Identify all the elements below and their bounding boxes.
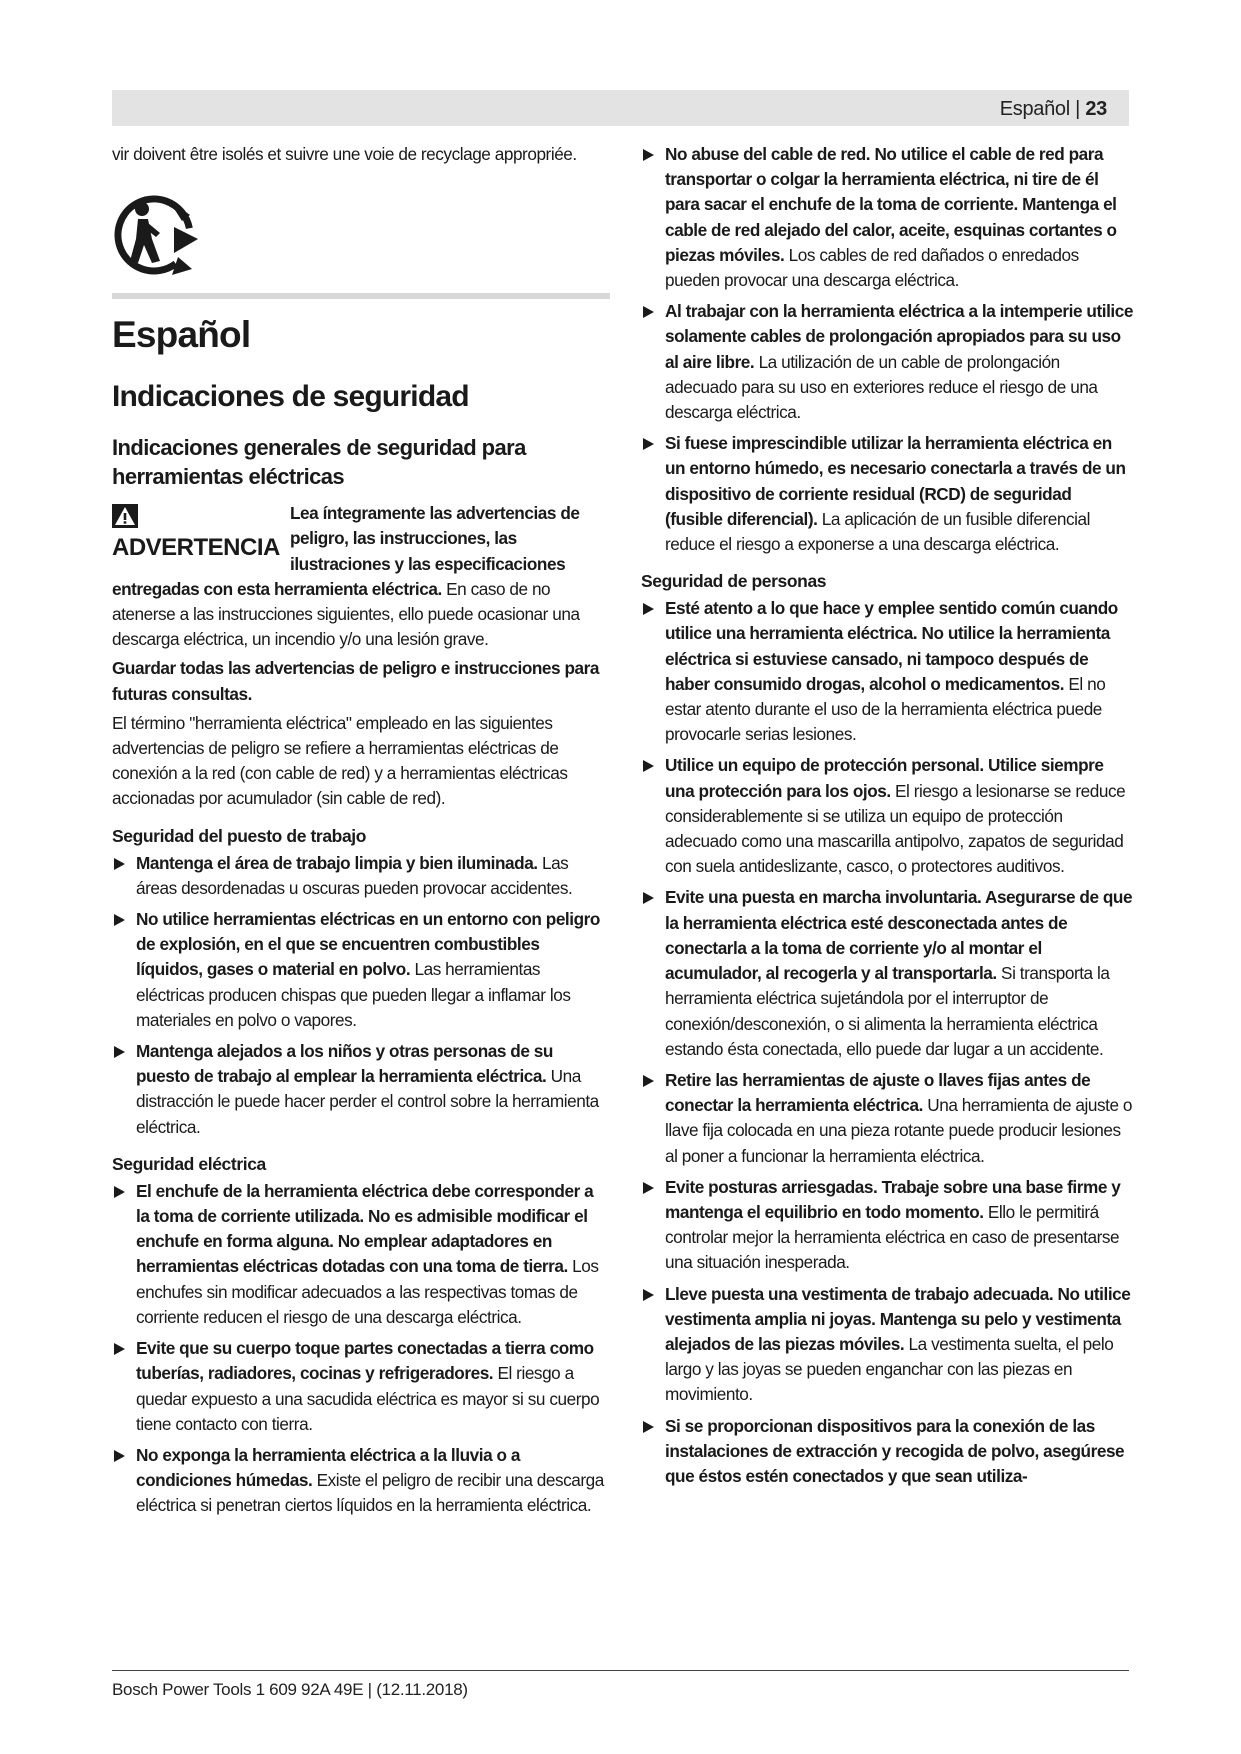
french-tail-paragraph: vir doivent être isolés et suivre une voie de recyclage appropriée.	[112, 144, 577, 164]
item-bold: Esté atento a lo que hace y emplee sentido común cuando utilice una herramienta eléctrica. No utilice la herramienta eléctrica si estuviese cansado, ni tampoco después de haber consumido drogas, alcohol o medicamentos.	[665, 598, 1118, 694]
warning-label	[112, 503, 290, 563]
item-bold: Evite que su cuerpo toque partes conectadas a tierra como tuberías, radiadores, cocinas y refrigeradores.	[136, 1338, 594, 1384]
subsection-heading: Indicaciones generales de seguridad para herramientas eléctricas	[112, 435, 526, 490]
item-text: La aplicación de un fusible diferencial reduce el riesgo a exponerse a una descarga eléctrica.	[665, 508, 1090, 555]
bullet-arrow-icon	[643, 1421, 654, 1433]
bullet-arrow-icon	[643, 438, 654, 450]
list-item	[641, 142, 1133, 293]
bullet-arrow-icon	[643, 603, 654, 615]
item-bold: El enchufe de la herramienta eléctrica debe corresponder a la toma de corriente utilizada. No es admisible modificar el enchufe en forma alguna. No emplear adaptadores en herramientas eléctricas dotadas con una toma de tierra.	[136, 1180, 594, 1277]
bullet-arrow-icon	[643, 1075, 654, 1087]
item-bold: Retire las herramientas de ajuste o llaves fijas antes de conectar la herramienta eléctrica.	[665, 1069, 1091, 1116]
list-item	[641, 1282, 1133, 1408]
list-item	[112, 1443, 610, 1519]
item-text: Los cables de red dañados o enredados pueden provocar una descarga eléctrica.	[665, 244, 1079, 291]
bullet-arrow-icon	[643, 306, 654, 318]
list-item	[112, 1039, 610, 1140]
personal-safety-list	[641, 596, 1133, 1489]
definition-paragraph: El término "herramienta eléctrica" empleado en las siguientes advertencias de peligro se refiere a herramientas eléctricas de conexión a la red (con cable de red) y a herramientas eléctricas accionadas por acumulador (sin cable de red).	[112, 712, 568, 809]
bullet-arrow-icon	[643, 1289, 654, 1301]
bullet-arrow-icon	[643, 1182, 654, 1194]
electrical-safety-list	[112, 1179, 610, 1519]
item-text: Las herramientas eléctricas producen chispas que pueden llegar a inflamar los materiales en polvo o vapores.	[136, 959, 571, 1030]
header-bar	[112, 90, 1129, 126]
heading-electrical-safety: Seguridad eléctrica	[112, 1153, 266, 1174]
bullet-arrow-icon	[114, 1343, 125, 1355]
item-bold: Mantenga el área de trabajo limpia y bien iluminada.	[136, 852, 538, 873]
list-item	[641, 885, 1133, 1061]
item-text: El no estar atento durante el uso de la herramienta eléctrica puede provocarle serias lesiones.	[665, 673, 1106, 745]
item-text: Los enchufes sin modificar adecuados a las respectivas tomas de corriente reducen el riesgo de una descarga eléctrica.	[136, 1256, 599, 1327]
list-item	[112, 851, 610, 901]
list-item	[641, 596, 1133, 747]
item-bold: Si se proporcionan dispositivos para la conexión de las instalaciones de extracción y recogida de polvo, asegúrese que éstos estén conectados y que sean utiliza-	[665, 1415, 1125, 1486]
item-bold: Al trabajar con la herramienta eléctrica a la intemperie utilice solamente cables de prolongación apropiados para su uso al aire libre.	[665, 301, 1133, 372]
item-bold: Evite una puesta en marcha involuntaria. Asegurarse de que la herramienta eléctrica esté desconectada antes de conectarla a la toma de corriente y/o al montar el acumulador, al recogerla y al transportarla.	[665, 887, 1133, 984]
save-notice	[112, 656, 610, 706]
header-separator: |	[1075, 98, 1081, 120]
list-item	[641, 431, 1133, 557]
list-item	[112, 1336, 610, 1437]
item-bold: No abuse del cable de red. No utilice el cable de red para transportar o colgar la herramienta eléctrica, ni tire de él para sacar el enchufe de la toma de corriente. Mantenga el cable de red alejado del calor, aceite, esquinas cortantes o piezas móviles.	[665, 144, 1117, 265]
footer-divider	[112, 1670, 1129, 1671]
heading-workplace-safety: Seguridad del puesto de trabajo	[112, 825, 367, 846]
section-divider	[112, 293, 610, 299]
list-item	[641, 299, 1133, 425]
recycle-symbol	[112, 187, 610, 285]
list-item	[112, 1179, 610, 1330]
right-column	[641, 142, 1133, 1495]
left-column	[112, 142, 610, 1525]
running-header	[1000, 98, 1107, 121]
warning-block	[112, 501, 610, 652]
bullet-arrow-icon	[643, 760, 654, 772]
warning-label-text: ADVERTENCIA	[112, 534, 280, 562]
bullet-arrow-icon	[114, 1046, 125, 1058]
item-text: El riesgo a lesionarse se reduce considerablemente si se utiliza un equipo de protección adecuado como una mascarilla antipolvo, zapatos de seguridad con suela antideslizante, casco, o protectores auditivos.	[665, 780, 1126, 877]
list-item	[641, 1175, 1133, 1276]
bullet-arrow-icon	[114, 1186, 125, 1198]
bullet-arrow-icon	[643, 149, 654, 161]
list-item	[641, 753, 1133, 879]
warning-text: En caso de no atenerse a las instrucciones siguientes, ello puede ocasionar una descarga eléctrica, un incendio y/o una lesión grave.	[112, 578, 580, 650]
save-notice-text: Guardar todas las advertencias de peligro e instrucciones para futuras consultas.	[112, 658, 599, 704]
item-bold: Mantenga alejados a los niños y otras personas de su puesto de trabajo al emplear la herramienta eléctrica.	[136, 1041, 553, 1087]
warning-bold-text: Lea íntegramente las advertencias de peligro, las instrucciones, las ilustraciones y las especificaciones entregadas con esta herramienta eléctrica.	[112, 503, 580, 599]
weee-recycle-icon	[112, 187, 208, 283]
bullet-arrow-icon	[114, 858, 125, 870]
item-text: La vestimenta suelta, el pelo largo y las joyas se pueden enganchar con las piezas en movimiento.	[665, 1333, 1114, 1405]
language-title: Español	[112, 314, 251, 356]
item-text: Si transporta la herramienta eléctrica sujetándola por el interruptor de conexión/desconexión, o si alimenta la herramienta eléctrica estando ésta conectada, ello puede dar lugar a un accidente.	[665, 963, 1110, 1059]
item-bold: No exponga la herramienta eléctrica a la lluvia o a condiciones húmedas.	[136, 1444, 520, 1491]
heading-personal-safety: Seguridad de personas	[641, 571, 827, 592]
bullet-arrow-icon	[643, 892, 654, 904]
workplace-safety-list	[112, 851, 610, 1140]
list-item	[641, 1068, 1133, 1169]
item-bold: Utilice un equipo de protección personal. Utilice siempre una protección para los ojos.	[665, 755, 1104, 801]
item-bold: Lleve puesta una vestimenta de trabajo adecuada. No utilice vestimenta amplia ni joyas. Mantenga su pelo y vestimenta alejados de las piezas móviles.	[665, 1283, 1131, 1354]
footer-text: Bosch Power Tools 1 609 92A 49E | (12.11.2018)	[112, 1680, 468, 1699]
bullet-arrow-icon	[114, 1450, 125, 1462]
item-text: Las áreas desordenadas u oscuras pueden provocar accidentes.	[136, 852, 573, 898]
item-text: Una herramienta de ajuste o llave fija colocada en una pieza rotante puede producir lesiones al poner a funcionar la herramienta eléctrica.	[665, 1095, 1132, 1166]
item-bold: Evite posturas arriesgadas. Trabaje sobre una base firme y mantenga el equilibrio en todo momento.	[665, 1176, 1121, 1222]
list-item	[112, 907, 610, 1033]
bullet-arrow-icon	[114, 914, 125, 926]
list-item	[641, 1414, 1133, 1490]
item-text: La utilización de un cable de prolongación adecuado para su uso en exteriores reduce el riesgo de una descarga eléctrica.	[665, 351, 1098, 423]
page-number: 23	[1085, 98, 1107, 120]
item-bold: No utilice herramientas eléctricas en un entorno con peligro de explosión, en el que se encuentren combustibles líquidos, gases o material en polvo.	[136, 909, 600, 980]
header-section: Español	[999, 98, 1070, 120]
item-text: Existe el peligro de recibir una descarga eléctrica si penetran ciertos líquidos en la herramienta eléctrica.	[136, 1470, 604, 1516]
item-text: El riesgo a quedar expuesto a una sacudida eléctrica es mayor si su cuerpo tiene contacto con tierra.	[136, 1363, 600, 1434]
item-text: Ello le permitirá controlar mejor la herramienta eléctrica en caso de presentarse una situación inesperada.	[665, 1201, 1120, 1273]
section-heading: Indicaciones de seguridad	[112, 380, 469, 414]
electrical-safety-list-continued	[641, 142, 1133, 557]
item-text: Una distracción le puede hacer perder el control sobre la herramienta eléctrica.	[136, 1066, 599, 1137]
warning-triangle-icon	[112, 504, 138, 528]
item-bold: Si fuese imprescindible utilizar la herramienta eléctrica en un entorno húmedo, es necesario conectarla a través de un dispositivo de corriente residual (RCD) de seguridad (fusible diferencial).	[665, 433, 1126, 529]
